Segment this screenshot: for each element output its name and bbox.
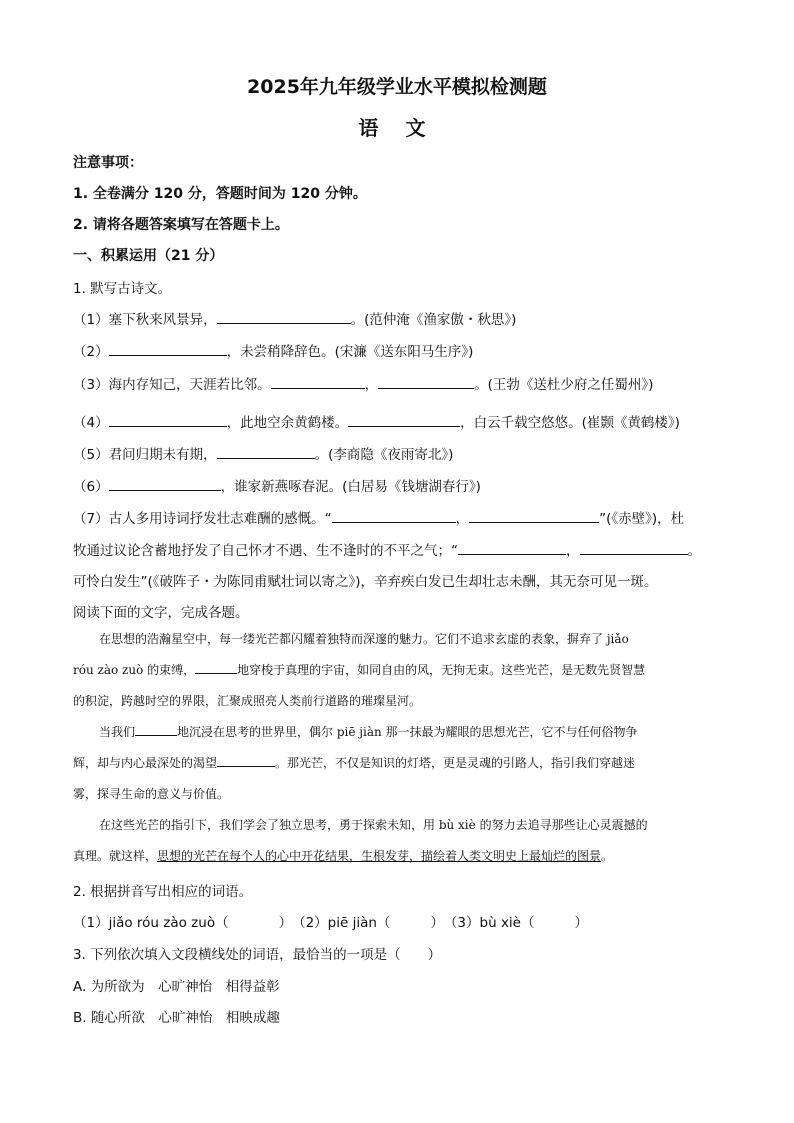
passage-text: 的积淀，跨越时空的界限，汇聚成照亮人类前行道路的璀璨星河。 (73, 694, 422, 708)
passage-text: róu zào zuò 的束缚， (73, 663, 196, 677)
question-2: 2. 根据拼音写出相应的词语。 (73, 884, 253, 900)
answer-blank[interactable] (580, 540, 688, 555)
passage-text: 在这些光芒的指引下，我们学会了独立思考，勇于探索未知，用 bù xiè 的努力去追寻那些让心灵震撼的 (99, 818, 648, 832)
passage-text: 雾，探寻生命的意义与价值。 (73, 787, 230, 801)
question-2-items (73, 911, 733, 931)
poem-line-7-text-a: （7）古人多用诗词抒发壮志难酬的感慨。“ (73, 511, 332, 527)
poem-line-8 (73, 539, 733, 559)
question-1: 1. 默写古诗文。 (73, 281, 172, 297)
answer-blank[interactable] (109, 341, 227, 356)
passage-text: 地穿梭于真理的宇宙，如同自由的风，无拘无束。这些光芒，是无数先贤智慧 (237, 663, 646, 677)
poem-line-3-text-c: 。(王勃《送杜少府之任蜀州》) (474, 377, 654, 393)
q2-item-text: ） (574, 915, 588, 931)
passage-text: 在思想的浩瀚星空中，每一缕光芒都闪耀着独特而深邃的魅力。它们不追求玄虚的表象，摒弃了 jiǎo (99, 632, 629, 646)
poem-line-4-text-b: ，此地空余黄鹤楼。 (226, 415, 349, 431)
poem-line-6-text-a: （6） (73, 479, 109, 495)
poem-line-6-text-b: ，谁家新燕啄春泥。(白居易《钱塘湖春行》) (220, 479, 481, 495)
passage-text: 地沉浸在思考的世界里，偶尔 piē jiàn 那一抹最为耀眼的思想光芒，它不与任何俗物争 (177, 725, 638, 739)
answer-blank[interactable] (109, 476, 221, 491)
poem-line-6 (73, 475, 733, 495)
passage-text: 辉，却与内心最深处的渴望 (73, 756, 218, 770)
poem-line-9: 可怜白发生”(《破阵子・为陈同甫赋壮词以寄之》)，辛弃疾白发已生却壮志未酬，其无奈可见一斑。 (73, 574, 658, 590)
reading-instruction: 阅读下面的文字，完成各题。 (73, 605, 249, 621)
option-a[interactable]: A. 为所欲为 心旷神怡 相得益彰 (73, 979, 280, 995)
notes-heading: 注意事项： (73, 155, 143, 171)
poem-line-4-text-c: ，白云千载空悠悠。(崔颢《黄鹤楼》) (460, 415, 680, 431)
passage-paragraph-3 (73, 810, 723, 872)
underlined-sentence: 思想的光芒在每个人的心中开花结果，生根发芽，描绘着人类文明史上最灿烂的图景 (157, 849, 602, 863)
exam-title: 2025年九年级学业水平模拟检测题 (247, 76, 547, 98)
answer-blank[interactable] (332, 508, 456, 523)
poem-line-1 (73, 308, 733, 328)
poem-line-2 (73, 340, 733, 360)
poem-line-4-text-a: （4） (73, 415, 109, 431)
poem-line-5 (73, 443, 733, 463)
poem-line-1-text-b: 。(范仲淹《渔家傲・秋思》) (350, 312, 517, 328)
poem-line-7-text-c: ”(《赤壁》)，杜 (599, 511, 685, 527)
question-3: 3. 下列依次填入文段横线处的词语，最恰当的一项是（ ） (73, 947, 442, 963)
answer-blank[interactable] (109, 412, 227, 427)
notes-item-1: 1. 全卷满分 120 分，答题时间为 120 分钟。 (73, 186, 367, 202)
q2-item-text: ） （2）piē jiàn（ (278, 915, 391, 931)
poem-line-3-text-a: （3）海内存知己，天涯若比邻。 (73, 377, 271, 393)
poem-line-8-text-c: 。 (687, 543, 701, 559)
passage-text: 当我们 (99, 725, 136, 739)
poem-line-3 (73, 373, 733, 393)
passage-text: 。那光芒，不仅是知识的灯塔，更是灵魂的引路人，指引我们穿越迷 (275, 756, 636, 770)
answer-blank[interactable] (348, 412, 460, 427)
poem-line-5-text-a: （5）君问归期未有期， (73, 447, 217, 463)
poem-line-5-text-b: 。(李商隐《夜雨寄北》) (314, 447, 454, 463)
passage-paragraph-1 (73, 624, 723, 717)
poem-line-8-text-b: ， (566, 543, 580, 559)
poem-line-8-text-a: 牧通过议论含蓄地抒发了自己怀才不遇、生不逢时的不平之气；“ (73, 543, 458, 559)
poem-line-2-text-a: （2） (73, 344, 109, 360)
notes-item-2: 2. 请将各题答案填写在答题卡上。 (73, 217, 289, 233)
passage-paragraph-2 (73, 717, 723, 810)
subject-title: 语 文 (358, 116, 436, 140)
answer-blank[interactable] (271, 374, 365, 389)
poem-line-4 (73, 411, 733, 431)
answer-blank[interactable] (469, 508, 599, 523)
option-b[interactable]: B. 随心所欲 心旷神怡 相映成趣 (73, 1010, 280, 1026)
answer-blank[interactable] (195, 661, 237, 674)
answer-blank[interactable] (217, 444, 315, 459)
poem-line-1-text-a: （1）塞下秋来风景异， (73, 312, 217, 328)
answer-blank[interactable] (135, 723, 177, 736)
poem-line-7-text-b: ， (455, 511, 470, 527)
q2-item-text: （1）jiǎo róu zào zuò（ (73, 915, 229, 931)
passage-text: 。 (601, 849, 614, 863)
poem-line-7 (73, 507, 733, 527)
answer-blank[interactable] (217, 754, 275, 767)
poem-line-2-text-b: ，未尝稍降辞色。(宋濂《送东阳马生序》) (226, 344, 474, 360)
answer-blank[interactable] (458, 540, 566, 555)
poem-line-3-text-b: ， (364, 377, 379, 393)
answer-blank[interactable] (378, 374, 474, 389)
passage-text: 真理。就这样， (73, 849, 158, 863)
answer-blank[interactable] (217, 309, 351, 324)
q2-item-text: ） （3）bù xiè（ (430, 915, 535, 931)
section-heading: 一、积累运用（21 分） (73, 248, 224, 264)
